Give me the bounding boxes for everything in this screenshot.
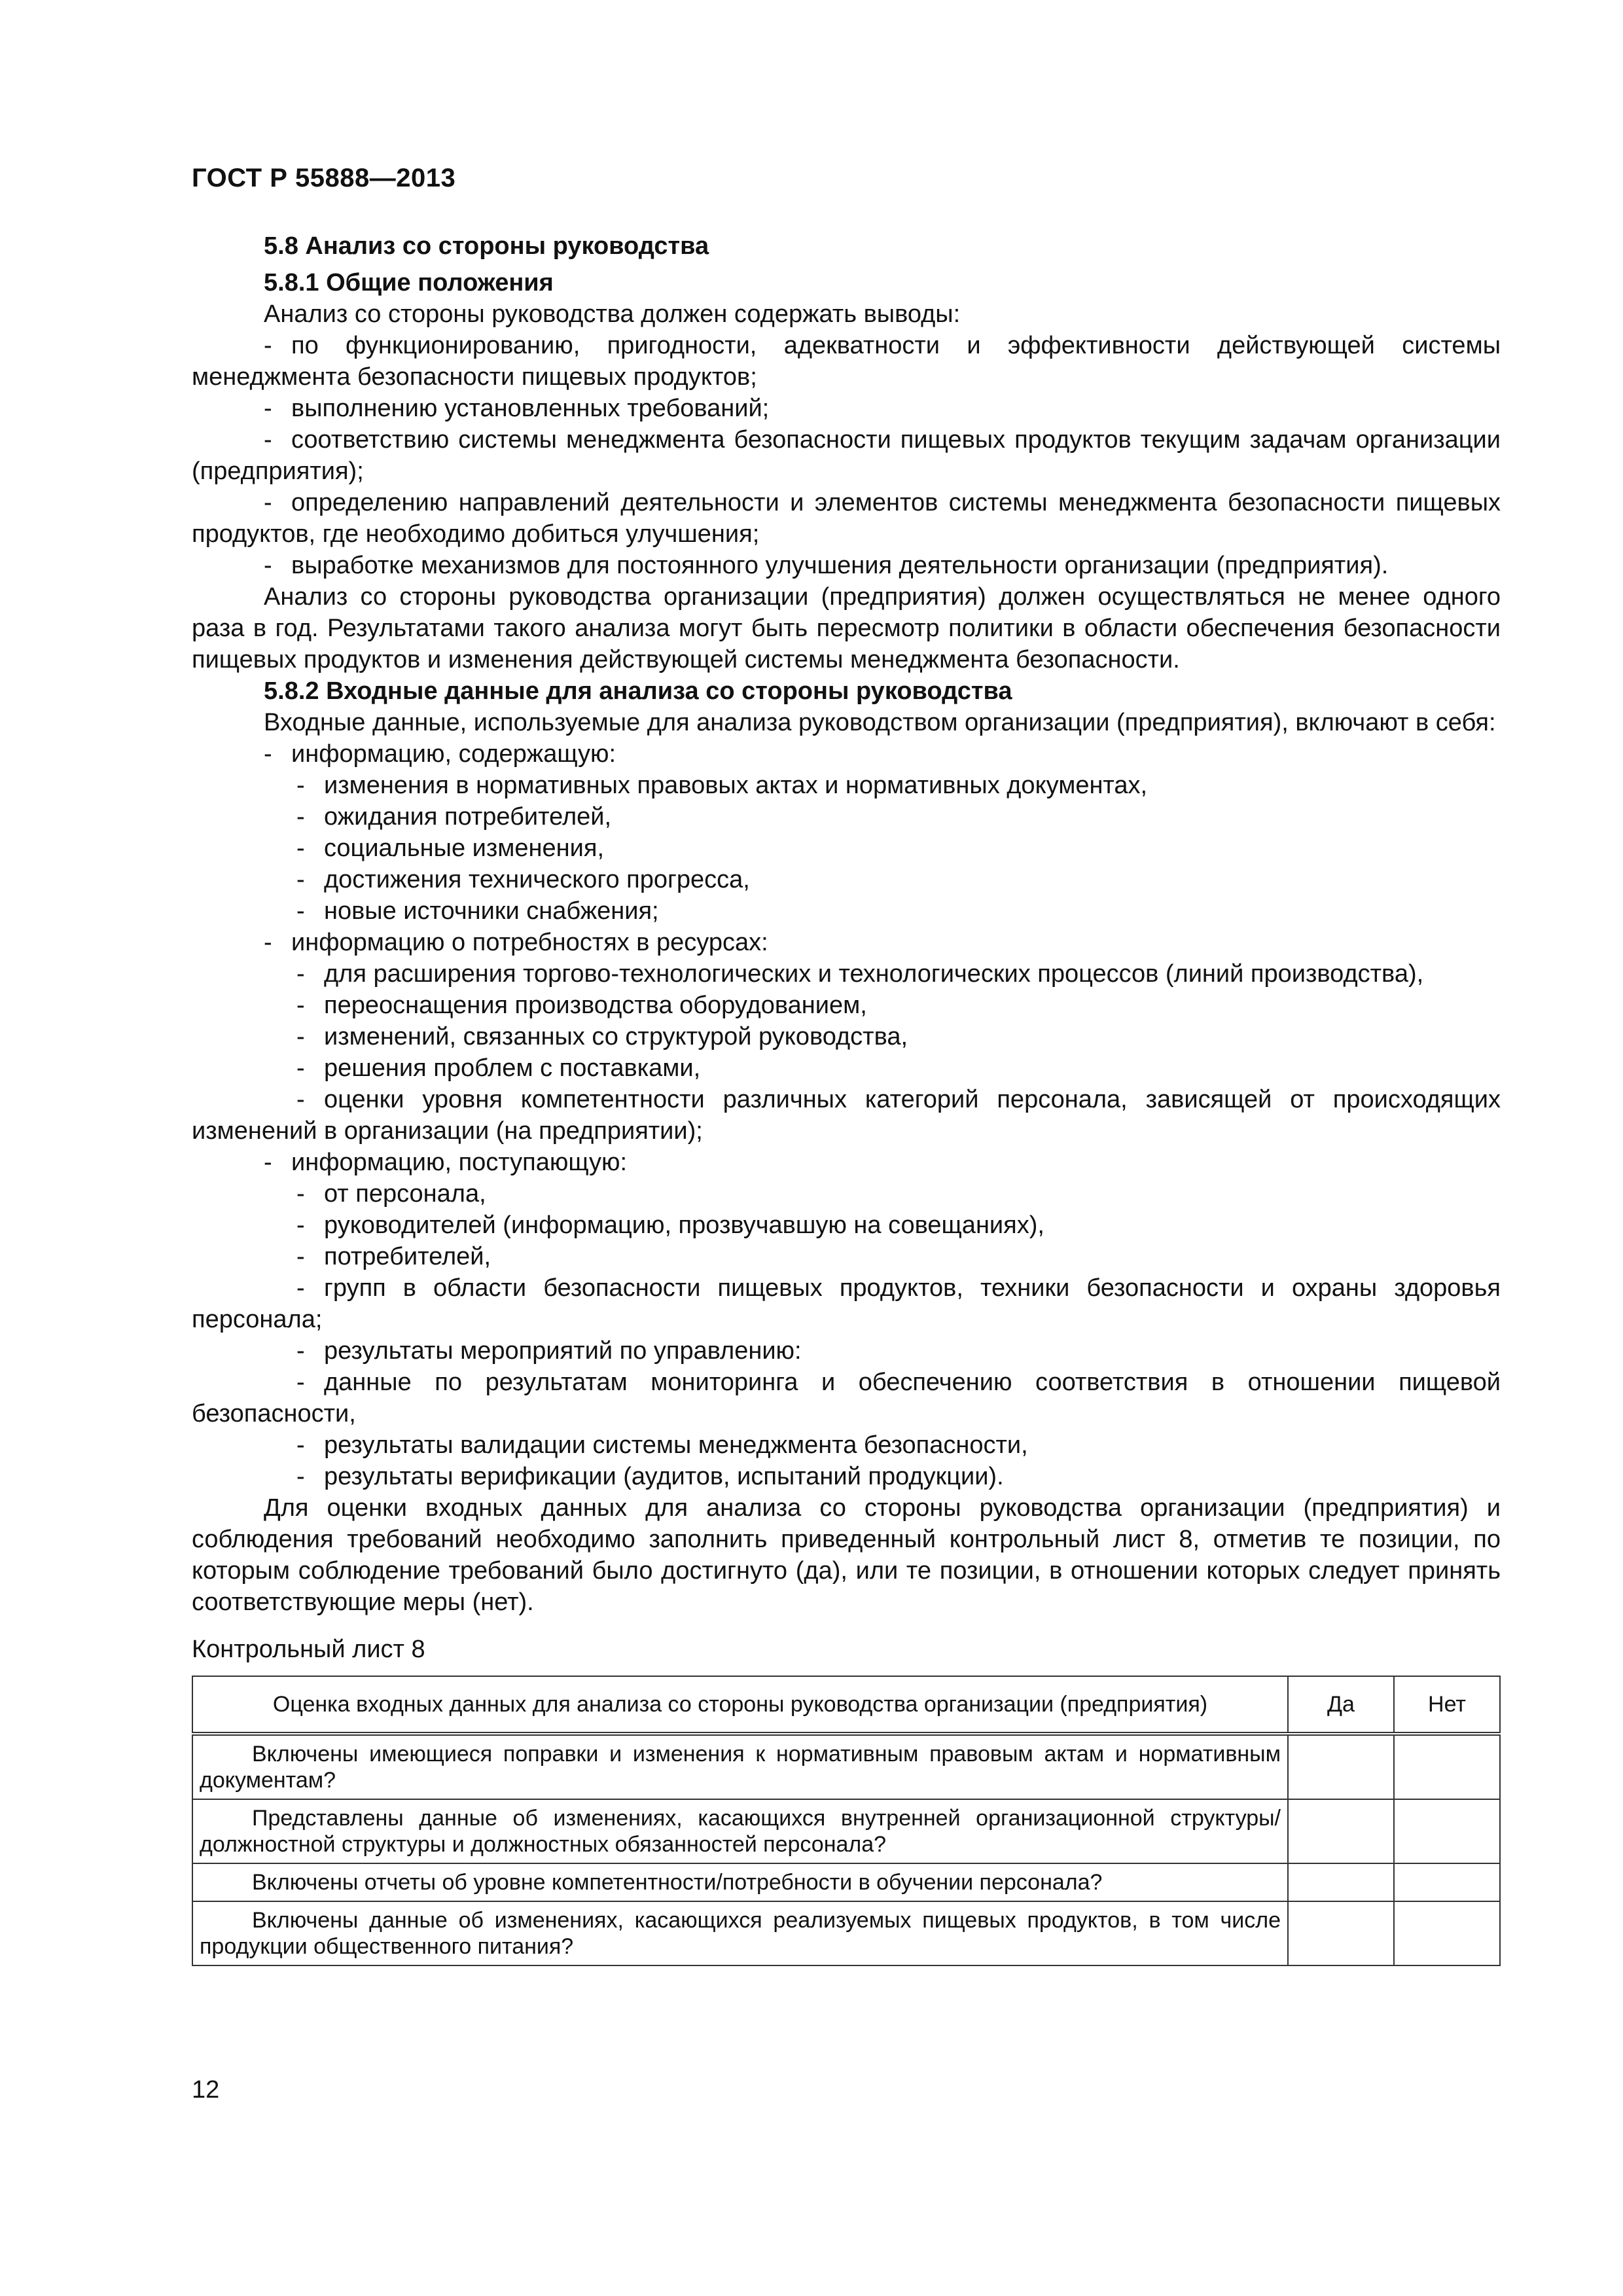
checklist-table [192, 1676, 1501, 1966]
document-body [192, 230, 1501, 1966]
checklist-no-cell[interactable] [1394, 1901, 1500, 1965]
page-number: 12 [192, 2076, 220, 2104]
paragraph: Анализ со стороны руководства должен содержать выводы: [264, 300, 961, 328]
checklist-question: Включены имеющиеся поправки и изменения к нормативным правовым актам и нормативным документам? [192, 1734, 1288, 1799]
list-item: - результаты валидации системы менеджмента безопасности, [296, 1431, 1028, 1459]
checklist-yes-cell[interactable] [1288, 1901, 1394, 1965]
list-group-label: - информацию, содержащую: [264, 740, 616, 768]
checklist-no-cell[interactable] [1394, 1734, 1500, 1799]
subsection-title-inputs: 5.8.2 Входные данные для анализа со стороны руководства [264, 677, 1012, 705]
checklist-header-question: Оценка входных данных для анализа со стороны руководства организации (предприятия) [192, 1676, 1288, 1734]
document-header: ГОСТ Р 55888—2013 [192, 164, 456, 192]
list-item: - достижения технического прогресса, [296, 866, 750, 893]
list-item: - социальные изменения, [296, 834, 605, 862]
list-item: - по функционированию, пригодности, адекватности и эффективности действующей системы менеджмента безопасности пищевых продуктов; [192, 332, 1501, 391]
list-item: - групп в области безопасности пищевых продуктов, техники безопасности и охраны здоровья персонала; [192, 1274, 1501, 1333]
subsection-title-general: 5.8.1 Общие положения [264, 269, 554, 296]
checklist-header-yes: Да [1288, 1676, 1394, 1734]
list-item: - соответствию системы менеджмента безопасности пищевых продуктов текущим задачам организации (предприятия); [192, 426, 1501, 485]
paragraph: Входные данные, используемые для анализа руководством организации (предприятия), включают в себя: [264, 709, 1496, 736]
list-item: - для расширения торгово-технологических и технологических процессов (линий производства), [296, 960, 1424, 988]
list-item: - изменений, связанных со структурой руководства, [296, 1023, 908, 1050]
section-title: 5.8 Анализ со стороны руководства [264, 232, 709, 260]
list-item: - результаты мероприятий по управлению: [296, 1337, 802, 1365]
checklist-no-cell[interactable] [1394, 1863, 1500, 1901]
checklist-header-no: Нет [1394, 1676, 1500, 1734]
list-group-label: - информацию, поступающую: [264, 1149, 628, 1176]
list-item: - оценки уровня компетентности различных категорий персонала, зависящей от происходящих изменений в организации (на предприятии); [192, 1086, 1501, 1145]
list-group-label: - информацию о потребностях в ресурсах: [264, 929, 768, 956]
table-row [192, 1799, 1500, 1863]
checklist-no-cell[interactable] [1394, 1799, 1500, 1863]
list-item: - переоснащения производства оборудованием, [296, 992, 867, 1019]
table-row [192, 1863, 1500, 1901]
table-row [192, 1901, 1500, 1965]
checklist-yes-cell[interactable] [1288, 1799, 1394, 1863]
list-item: - решения проблем с поставками, [296, 1054, 701, 1082]
paragraph: Для оценки входных данных для анализа со стороны руководства организации (предприятия) и соблюдения требований необходимо заполнить приведенный контрольный лист 8, отметив те позиции, по которым соблюдение требований было достигнуто (да), или те позиции, в отношении которых следует принять соответствующие меры (нет). [192, 1494, 1501, 1616]
list-item: - определению направлений деятельности и элементов системы менеджмента безопасности пищевых продуктов, где необходимо добиться улучшения; [192, 489, 1501, 548]
list-item: - потребителей, [296, 1243, 491, 1270]
list-item: - новые источники снабжения; [296, 897, 659, 925]
checklist-yes-cell[interactable] [1288, 1734, 1394, 1799]
list-item: - от персонала, [296, 1180, 486, 1208]
paragraph: Анализ со стороны руководства организации (предприятия) должен осуществляться не менее одного раза в год. Результатами такого анализа могут быть пересмотр политики в области обеспечения безопасности пищевых продуктов и изменения действующей системы менеджмента безопасности. [192, 583, 1501, 673]
checklist-question: Представлены данные об изменениях, касающихся внутренней организационной структуры/должностной структуры и должностных обязанностей персонала? [192, 1799, 1288, 1863]
checklist-question: Включены данные об изменениях, касающихся реализуемых пищевых продуктов, в том числе продукции общественного питания? [192, 1901, 1288, 1965]
checklist-yes-cell[interactable] [1288, 1863, 1394, 1901]
checklist-question: Включены отчеты об уровне компетентности/потребности в обучении персонала? [192, 1863, 1288, 1901]
list-item: - данные по результатам мониторинга и обеспечению соответствия в отношении пищевой безопасности, [192, 1369, 1501, 1427]
list-item: - выполнению установленных требований; [264, 395, 770, 422]
table-row [192, 1734, 1500, 1799]
list-item: - результаты верификации (аудитов, испытаний продукции). [296, 1463, 1004, 1490]
list-item: - ожидания потребителей, [296, 803, 612, 831]
checklist-header-row [192, 1676, 1500, 1734]
list-item: - руководителей (информацию, прозвучавшую на совещаниях), [296, 1211, 1044, 1239]
list-item: - изменения в нормативных правовых актах и нормативных документах, [296, 772, 1148, 799]
checklist-title: Контрольный лист 8 [192, 1636, 425, 1663]
list-item: - выработке механизмов для постоянного улучшения деятельности организации (предприятия). [264, 552, 1389, 579]
